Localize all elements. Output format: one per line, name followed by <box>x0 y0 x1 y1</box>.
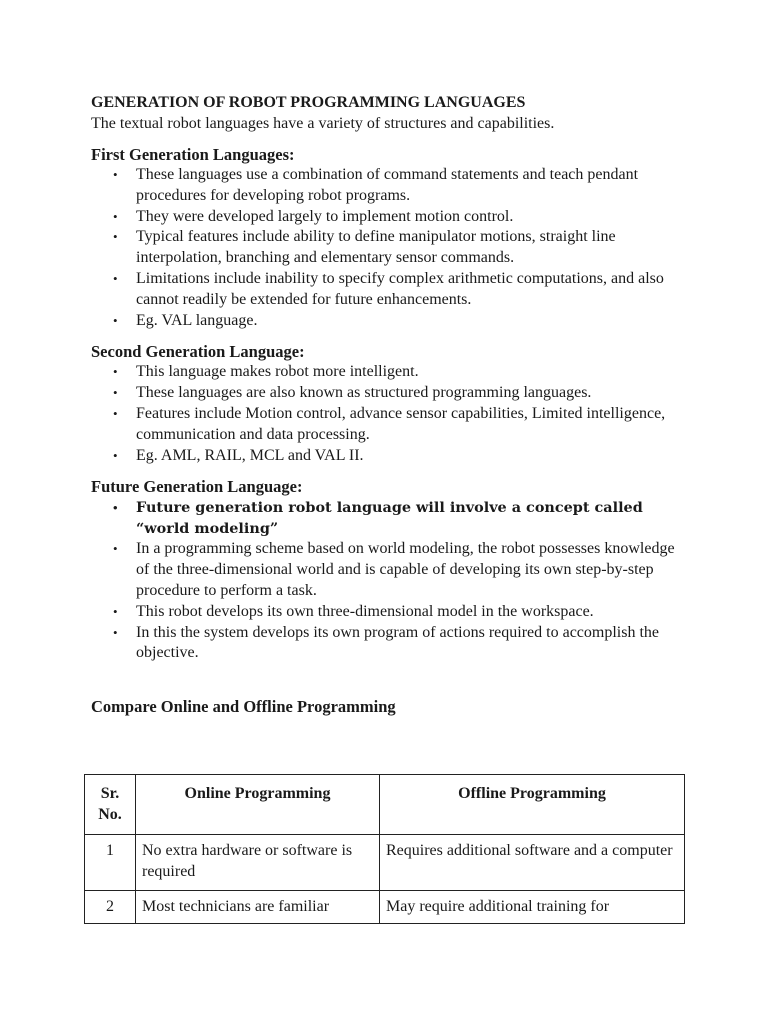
table-row <box>85 891 685 924</box>
bullet-icon: • <box>113 270 118 286</box>
list-item: • This robot develops its own three-dimensional model in the workspace. <box>113 602 691 623</box>
table-header-row <box>85 775 685 835</box>
list-item: • In a programming scheme based on world modeling, the robot possesses knowledge of the three-dimensional world and is capable of developing its own step-by-step procedure to perform a task. <box>113 540 675 599</box>
compare-heading: Compare Online and Offline Programming <box>91 697 396 717</box>
section-heading-first-generation: First Generation Languages: <box>91 145 295 164</box>
column-header-sr-no: Sr. No. <box>85 775 136 835</box>
table-cell: 2 <box>85 891 136 924</box>
bullet-icon: • <box>113 208 118 224</box>
bullet-icon: • <box>113 405 118 421</box>
list-item: • In this the system develops its own program of actions required to accomplish the objective. <box>113 623 659 662</box>
list-item: • Future generation robot language will involve a concept called “world modeling” <box>113 499 643 538</box>
bullet-icon: • <box>113 541 118 557</box>
future-generation-list <box>91 497 691 664</box>
list-item: • These languages use a combination of command statements and teach pendant procedures for developing robot programs. <box>113 166 639 204</box>
list-item: • Eg. AML, RAIL, MCL and VAL II. <box>113 446 691 467</box>
bullet-icon: • <box>113 167 118 182</box>
bullet-icon: • <box>113 229 118 245</box>
bullet-icon: • <box>113 603 118 619</box>
list-item: • Eg. VAL language. <box>113 311 691 332</box>
bullet-icon: • <box>113 364 118 380</box>
bullet-icon: • <box>113 447 118 463</box>
document-page <box>91 93 691 717</box>
list-item: • Features include Motion control, advance sensor capabilities, Limited intelligence, communication and data processing. <box>113 404 666 443</box>
first-generation-list <box>91 165 691 331</box>
bullet-icon: • <box>113 500 118 516</box>
list-item: • Typical features include ability to define manipulator motions, straight line interpolation, branching and elementary sensor commands. <box>113 228 616 267</box>
section-heading-future-generation: Future Generation Language: <box>91 477 303 497</box>
intro-paragraph: The textual robot languages have a variety of structures and capabilities. <box>91 115 555 132</box>
list-item: • Limitations include inability to specify complex arithmetic computations, and also cannot readily be extended for future enhancements. <box>113 269 664 308</box>
table-cell: Requires additional software and a computer <box>380 835 685 891</box>
column-header-offline: Offline Programming <box>380 775 685 835</box>
table-row <box>85 835 685 891</box>
list-item: • They were developed largely to implement motion control. <box>113 207 691 228</box>
bullet-icon: • <box>113 385 118 401</box>
column-header-online: Online Programming <box>136 775 380 835</box>
table-cell: May require additional training for <box>380 891 685 924</box>
document-title: GENERATION OF ROBOT PROGRAMMING LANGUAGES <box>91 94 526 111</box>
table-cell: No extra hardware or software is required <box>136 835 380 891</box>
bullet-icon: • <box>113 312 118 328</box>
table-cell: 1 <box>85 835 136 891</box>
list-item: • These languages are also known as structured programming languages. <box>113 383 691 404</box>
table-cell: Most technicians are familiar <box>136 891 380 924</box>
section-heading-second-generation: Second Generation Language: <box>91 342 305 362</box>
second-generation-list <box>91 362 691 466</box>
comparison-table <box>84 774 685 924</box>
list-item: • This language makes robot more intelligent. <box>113 362 691 383</box>
bullet-icon: • <box>113 624 118 640</box>
